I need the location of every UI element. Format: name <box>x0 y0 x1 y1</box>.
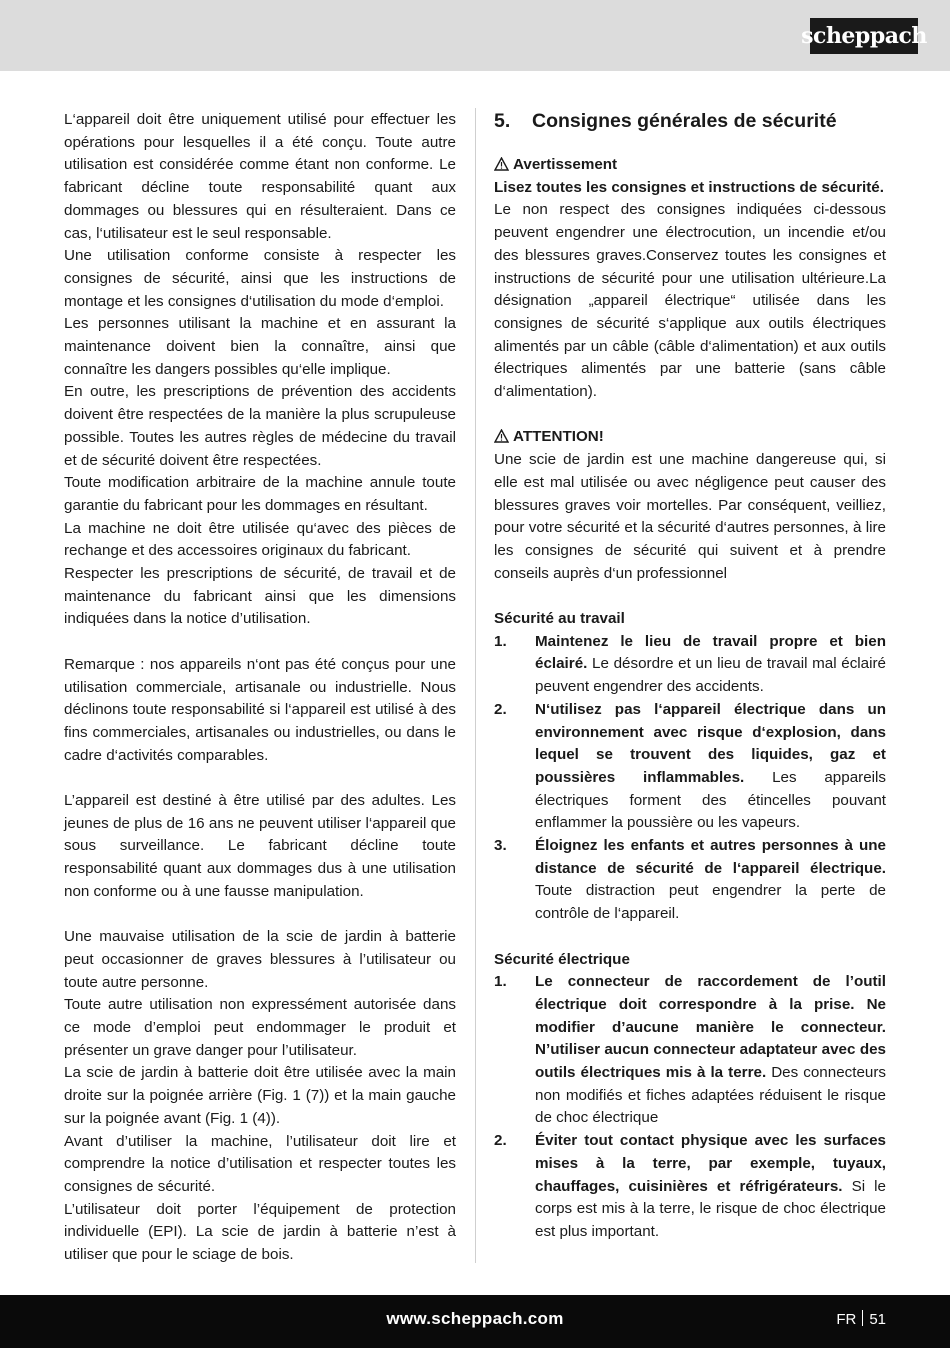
paragraph: Toute modification arbitraire de la machine annule toute garantie du fabricant pour les dommages en résultant. <box>64 474 456 514</box>
attention-heading <box>494 426 886 449</box>
list-number: 2. <box>494 700 507 718</box>
language-code: FR <box>836 1311 857 1328</box>
section-heading <box>494 109 886 133</box>
paragraph: Une mauvaise utilisation de la scie de jardin à batterie peut occasionner de graves blessures à l’utilisateur ou toute autre personne. <box>64 928 456 991</box>
paragraph: Avant d’utiliser la machine, l’utilisateur doit lire et comprendre la notice d’utilisation et respecter toutes les consignes de sécurité. <box>64 1132 456 1195</box>
list-item <box>494 699 886 835</box>
list-item <box>494 835 886 926</box>
warning-text: Le non respect des consignes indiquées ci-dessous peuvent engendrer une électrocution, un incendie et/ou des blessures graves.Conservez toutes les consignes et instructions de sécurité pour une utilisation ultérieure.La désignation „appareil électrique“ utilisée dans les consignes de sécurité s‘applique aux outils électriques alimentés par un câble (câble d‘alimentation) et aux outils électriques alimentés par une batterie (sans câble d‘alimentation). <box>494 201 886 401</box>
workplace-heading: Sécurité au travail <box>494 610 625 628</box>
paragraph: L’utilisateur doit porter l’équipement de protection individuelle (EPI). La scie de jardin à batterie n’est à utiliser que pour le sciage de bois. <box>64 1200 456 1264</box>
paragraph: Remarque : nos appareils n‘ont pas été conçus pour une utilisation commerciale, artisanale ou industrielle. Nous déclinons toute responsabilité si l‘appareil est utilisé à des fins commerciales, artisanales ou industrielles, ou dans le cadre d‘activités comparables. <box>64 655 456 764</box>
list-item-bold: Éviter tout contact physique avec les surfaces mises à la terre, par exemple, tuyaux, chauffages, cuisinières et réfrigérateurs. <box>535 1132 886 1195</box>
paragraph: La scie de jardin à batterie doit être utilisée avec la main droite sur la poignée arrière (Fig. 1 (7)) et la main gauche sur la poignée avant (Fig. 1 (4)). <box>64 1064 456 1127</box>
list-item-bold: Maintenez le lieu de travail propre et bien éclairé. <box>535 632 886 673</box>
left-column <box>64 109 456 1267</box>
warning-triangle-icon <box>494 426 509 449</box>
page-number: 51 <box>869 1311 886 1328</box>
column-divider <box>475 108 476 1263</box>
warning-triangle-icon <box>494 154 509 177</box>
list-item-bold: Éloignez les enfants et autres personnes à une distance de sécurité de l‘appareil électrique. <box>535 837 886 877</box>
section-title: Consignes générales de sécurité <box>532 110 837 132</box>
list-number: 3. <box>494 837 507 855</box>
paragraph: Les personnes utilisant la machine et en assurant la maintenance doivent bien la connaître, ainsi que connaître les dangers possibles qu‘elle implique. <box>64 315 456 378</box>
paragraph: Toute autre utilisation non expressément autorisée dans ce mode d’emploi peut endommager le produit et présenter un grave danger pour l’utilisateur. <box>64 996 456 1059</box>
paragraph: Respecter les prescriptions de sécurité, de travail et de maintenance du fabricant ainsi que les dimensions indiquées dans la notice d’utilisation. <box>64 565 456 628</box>
section-number: 5. <box>494 110 511 132</box>
list-number: 2. <box>494 1132 507 1150</box>
page-separator <box>862 1310 863 1326</box>
list-item <box>494 971 886 1130</box>
list-item <box>494 1130 886 1244</box>
list-item-bold: N‘utilisez pas l‘appareil électrique dans un environnement avec risque d‘explosion, dans lequel se trouvent des liquides, gaz et poussières inflammables. <box>535 700 886 786</box>
paragraph: Une utilisation conforme consiste à respecter les consignes de sécurité, ainsi que les instructions de montage et les consignes d‘utilisation du mode d‘emploi. <box>64 247 456 310</box>
list-item-text: Si le corps est mis à la terre, le risque de choc électrique est plus important. <box>535 1177 886 1240</box>
workplace-list <box>494 631 886 926</box>
list-item-text: Des connecteurs non modifiés et fiches adaptées réduisent le risque de choc électrique <box>535 1064 886 1127</box>
warning-label: Avertissement <box>513 156 618 173</box>
paragraph: En outre, les prescriptions de prévention des accidents doivent être respectées de la manière la plus scrupuleuse possible. Toutes les autres règles de médecine du travail et de sécurité doivent être respectées. <box>64 383 456 469</box>
list-item-bold: Le connecteur de raccordement de l’outil électrique doit correspondre à la prise. Ne modifier d’aucune manière le connecteur. N’utiliser aucun connecteur adaptateur avec des outils électriques mis à la terre. <box>535 973 886 1082</box>
paragraph: L’appareil est destiné à être utilisé par des adultes. Les jeunes de plus de 16 ans ne peuvent utiliser l‘appareil que sous surveillance. Le fabricant décline toute responsabilité quant aux dommages dus à une utilisation non conforme ou à une fausse manipulation. <box>64 792 456 900</box>
warning-heading <box>494 154 886 177</box>
paragraph: L‘appareil doit être uniquement utilisé pour effectuer les opérations pour lesquelles il a été conçu. Toute autre utilisation est considérée comme étant non conforme. Le fabricant décline toute responsabilité quant aux dommages ou blessures qui en résulteraient. Dans ce cas, l‘utilisateur est le seul responsable. <box>64 111 456 242</box>
website-link[interactable]: www.scheppach.com <box>386 1309 564 1328</box>
list-number: 1. <box>494 632 507 650</box>
list-item-text: Les appareils électriques forment des étincelles pouvant enflammer la poussière ou les vapeurs. <box>535 768 886 832</box>
page-indicator <box>836 1310 886 1328</box>
list-item-text: Toute distraction peut engendrer la perte de contrôle de l‘appareil. <box>535 882 886 923</box>
electrical-list <box>494 971 886 1243</box>
electrical-heading: Sécurité électrique <box>494 950 630 968</box>
brand-logo: scheppach <box>810 18 918 54</box>
right-column <box>494 109 886 1244</box>
attention-text: Une scie de jardin est une machine dangereuse qui, si elle est mal utilisée ou avec négligence peut causer des blessures graves voir mortelles. Par conséquent, veilliez, pour votre sécurité et la sécurité d‘autres personnes, à lire les consignes de sécurité qui suivent et à prendre conseils auprès d‘un professionnel <box>494 451 886 582</box>
warning-bold-text: Lisez toutes les consignes et instructions de sécurité. <box>494 178 884 196</box>
paragraph: La machine ne doit être utilisée qu‘avec des pièces de rechange et des accessoires originaux du fabricant. <box>64 519 456 560</box>
list-number: 1. <box>494 973 507 991</box>
attention-label: ATTENTION! <box>513 428 604 446</box>
list-item-text: Le désordre et un lieu de travail mal éclairé peuvent engendrer des accidents. <box>535 655 886 696</box>
footer-bar <box>0 1295 950 1348</box>
list-item <box>494 631 886 699</box>
